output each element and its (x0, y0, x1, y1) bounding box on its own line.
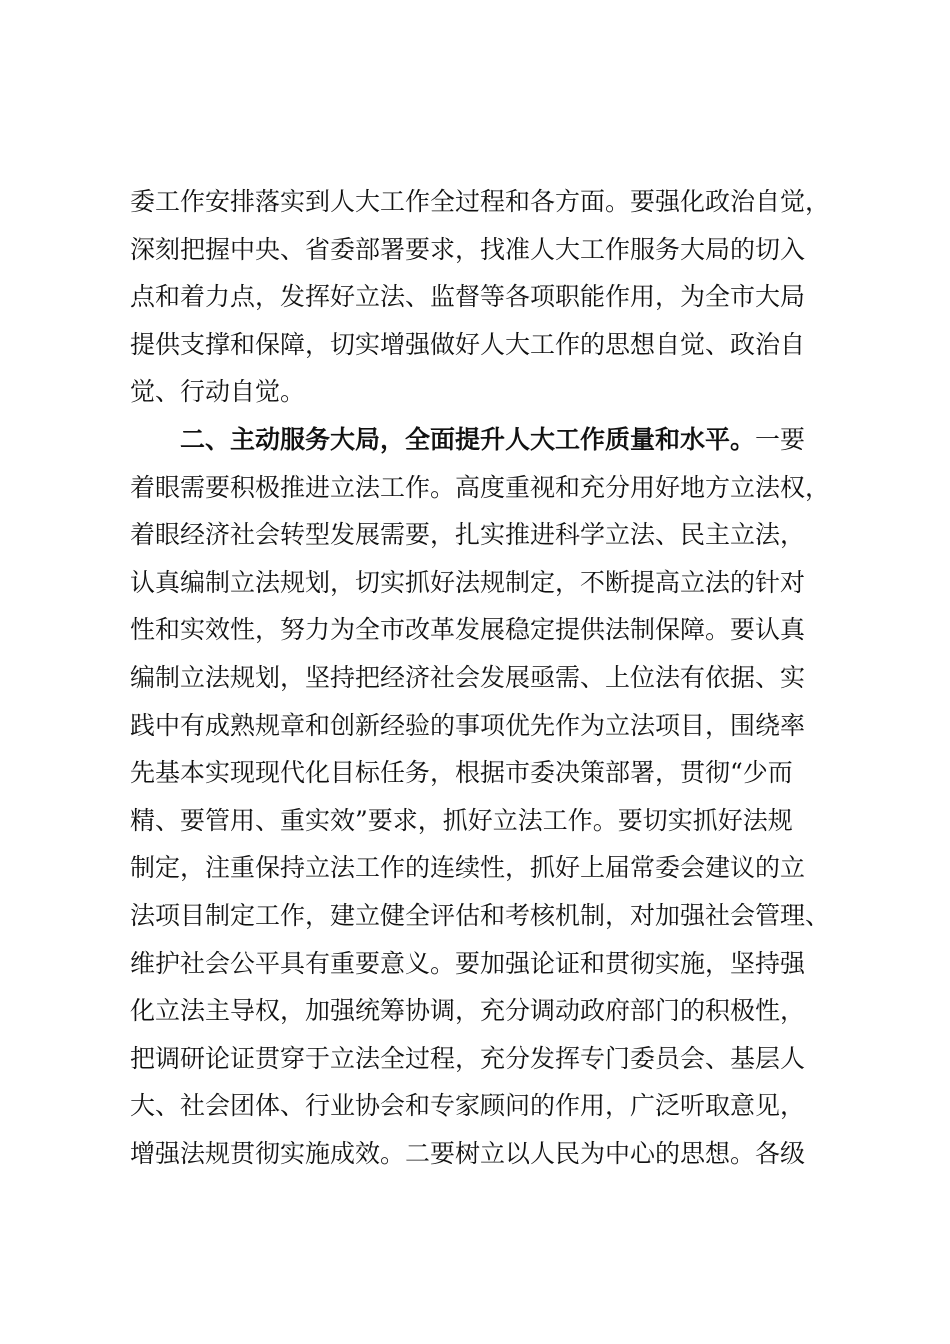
body-text (130, 178, 830, 1177)
text-line: 觉、行动自觉。 (130, 377, 306, 407)
text-line: 践中有成熟规章和创新经验的事项优先作为立法项目，围绕率 (130, 710, 806, 740)
text-line: 提供支撑和保障，切实增强做好人大工作的思想自觉、政治自 (130, 329, 806, 359)
section-heading: 二、主动服务大局，全面提升人大工作质量和水平。 (180, 424, 756, 454)
text-line: 把调研论证贯穿于立法全过程，充分发挥专门委员会、基层人 (130, 1043, 806, 1073)
section-heading-line (130, 416, 830, 464)
text-line: 深刻把握中央、省委部署要求，找准人大工作服务大局的切入 (130, 234, 806, 264)
text-line: 委工作安排落实到人大工作全过程和各方面。要强化政治自觉， (130, 187, 831, 216)
text-line: 大、社会团体、行业协会和专家顾问的作用，广泛听取意见， (130, 1091, 806, 1121)
text-line: 增强法规贯彻实施成效。二要树立以人民为中心的思想。各级 (130, 1138, 806, 1168)
text-line: 维护社会公平具有重要意义。要加强论证和贯彻实施，坚持强 (130, 948, 806, 978)
text-line: 精、要管用、重实效”要求，抓好立法工作。要切实抓好法规 (130, 805, 793, 835)
text-line: 认真编制立法规划，切实抓好法规制定，不断提高立法的针对 (130, 567, 806, 597)
text-line: 先基本实现现代化目标任务，根据市委决策部署，贯彻“少而 (130, 758, 793, 788)
text-line: 化立法主导权，加强统筹协调，充分调动政府部门的积极性， (130, 996, 806, 1026)
heading-tail-text: 一要 (755, 424, 806, 454)
text-line: 性和实效性，努力为全市改革发展稳定提供法制保障。要认真 (130, 615, 806, 645)
text-line: 制定，注重保持立法工作的连续性，抓好上届常委会建议的立 (130, 853, 806, 883)
text-line: 编制立法规划，坚持把经济社会发展亟需、上位法有依据、实 (130, 662, 806, 692)
text-line: 点和着力点，发挥好立法、监督等各项职能作用，为全市大局 (130, 282, 806, 312)
text-line: 着眼经济社会转型发展需要，扎实推进科学立法、民主立法， (130, 520, 806, 550)
text-line: 法项目制定工作，建立健全评估和考核机制，对加强社会管理、 (130, 900, 831, 930)
text-line: 着眼需要积极推进立法工作。高度重视和充分用好地方立法权， (130, 472, 831, 502)
